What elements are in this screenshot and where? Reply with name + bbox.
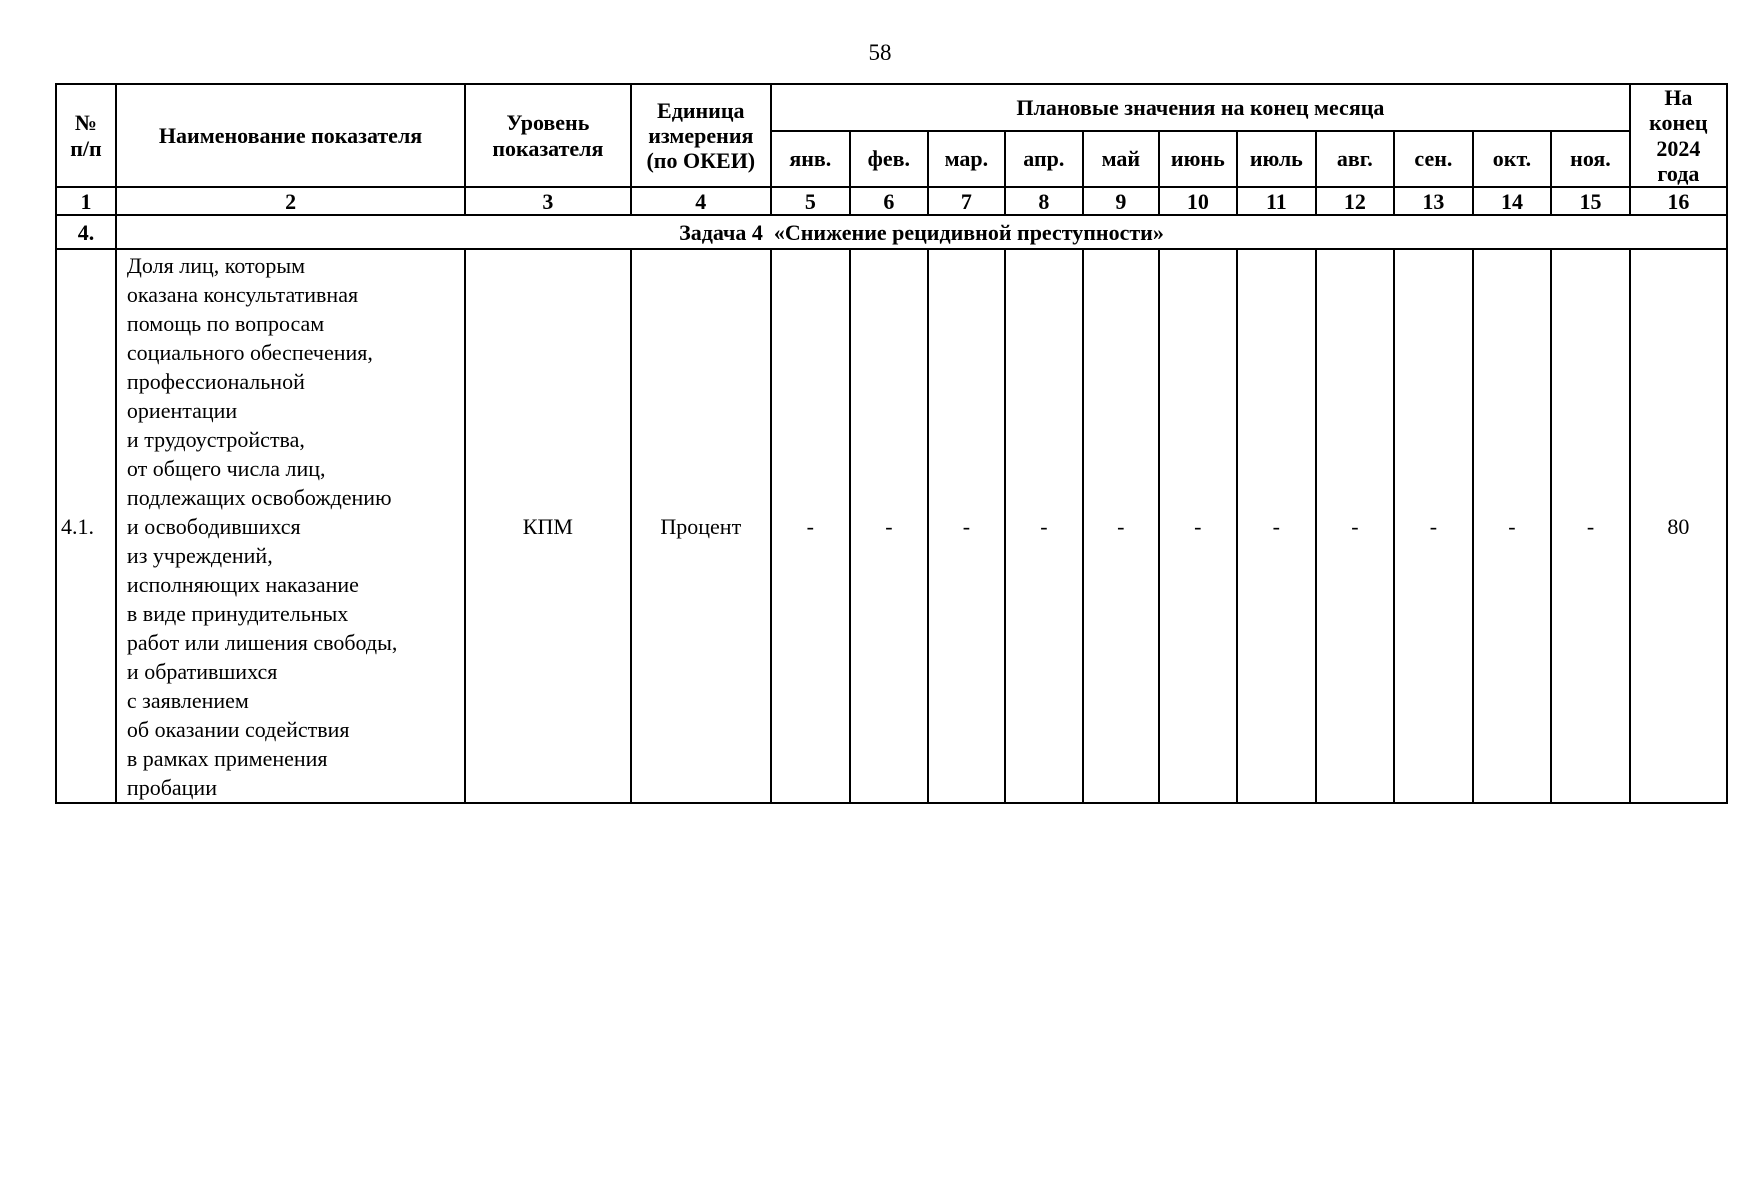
header-month: ноя. [1551, 131, 1630, 187]
column-number: 2 [116, 187, 465, 215]
header-month: июль [1237, 131, 1316, 187]
indicator-level: КПМ [465, 249, 630, 803]
task-row [56, 215, 1727, 249]
header-num: № п/п [56, 84, 116, 187]
month-value: - [771, 249, 850, 803]
header-end-year: На конец 2024 года [1630, 84, 1727, 187]
indicator-unit: Процент [631, 249, 772, 803]
header-month: сен. [1394, 131, 1473, 187]
column-number-row [56, 187, 1727, 215]
month-value: - [1159, 249, 1238, 803]
header-month: июнь [1159, 131, 1238, 187]
header-month: окт. [1473, 131, 1552, 187]
header-unit: Единица измерения (по ОКЕИ) [631, 84, 772, 187]
indicator-name: Доля лиц, которым оказана консультативная помощь по вопросам социального обеспечения, профессиональной ориентации и трудоустройства, от общего числа лиц, подлежащих освобождению и освободившихся из учреждений, исполняющих наказание в виде принудительных работ или лишения свободы, и обратившихся с заявлением об оказании содействия в рамках применения пробации [116, 249, 465, 803]
month-value: - [1394, 249, 1473, 803]
header-month: фев. [850, 131, 929, 187]
task-index: 4. [56, 215, 116, 249]
month-value: - [1316, 249, 1395, 803]
column-number: 5 [771, 187, 850, 215]
column-number: 12 [1316, 187, 1395, 215]
month-value: - [1551, 249, 1630, 803]
indicator-plan-table [55, 83, 1728, 804]
month-value: - [1237, 249, 1316, 803]
month-value: - [928, 249, 1004, 803]
page-number: 58 [868, 40, 892, 65]
header-month: апр. [1005, 131, 1084, 187]
column-number: 9 [1083, 187, 1158, 215]
task-title: Задача 4 «Снижение рецидивной преступности» [116, 215, 1727, 249]
month-value: - [1083, 249, 1158, 803]
header-month: май [1083, 131, 1158, 187]
column-number: 7 [928, 187, 1004, 215]
table-row [56, 249, 1727, 803]
row-index: 4.1. [56, 249, 116, 803]
end-year-value: 80 [1630, 249, 1727, 803]
column-number: 1 [56, 187, 116, 215]
column-number: 11 [1237, 187, 1316, 215]
header-month: мар. [928, 131, 1004, 187]
column-number: 16 [1630, 187, 1727, 215]
header-name: Наименование показателя [116, 84, 465, 187]
header-plan-group: Плановые значения на конец месяца [771, 84, 1630, 131]
column-number: 10 [1159, 187, 1238, 215]
column-number: 6 [850, 187, 929, 215]
column-number: 14 [1473, 187, 1552, 215]
month-value: - [850, 249, 929, 803]
month-value: - [1005, 249, 1084, 803]
header-month: авг. [1316, 131, 1395, 187]
month-value: - [1473, 249, 1552, 803]
column-number: 15 [1551, 187, 1630, 215]
column-number: 3 [465, 187, 630, 215]
column-number: 13 [1394, 187, 1473, 215]
column-number: 8 [1005, 187, 1084, 215]
header-month: янв. [771, 131, 850, 187]
column-number: 4 [631, 187, 772, 215]
header-level: Уровень показателя [465, 84, 630, 187]
